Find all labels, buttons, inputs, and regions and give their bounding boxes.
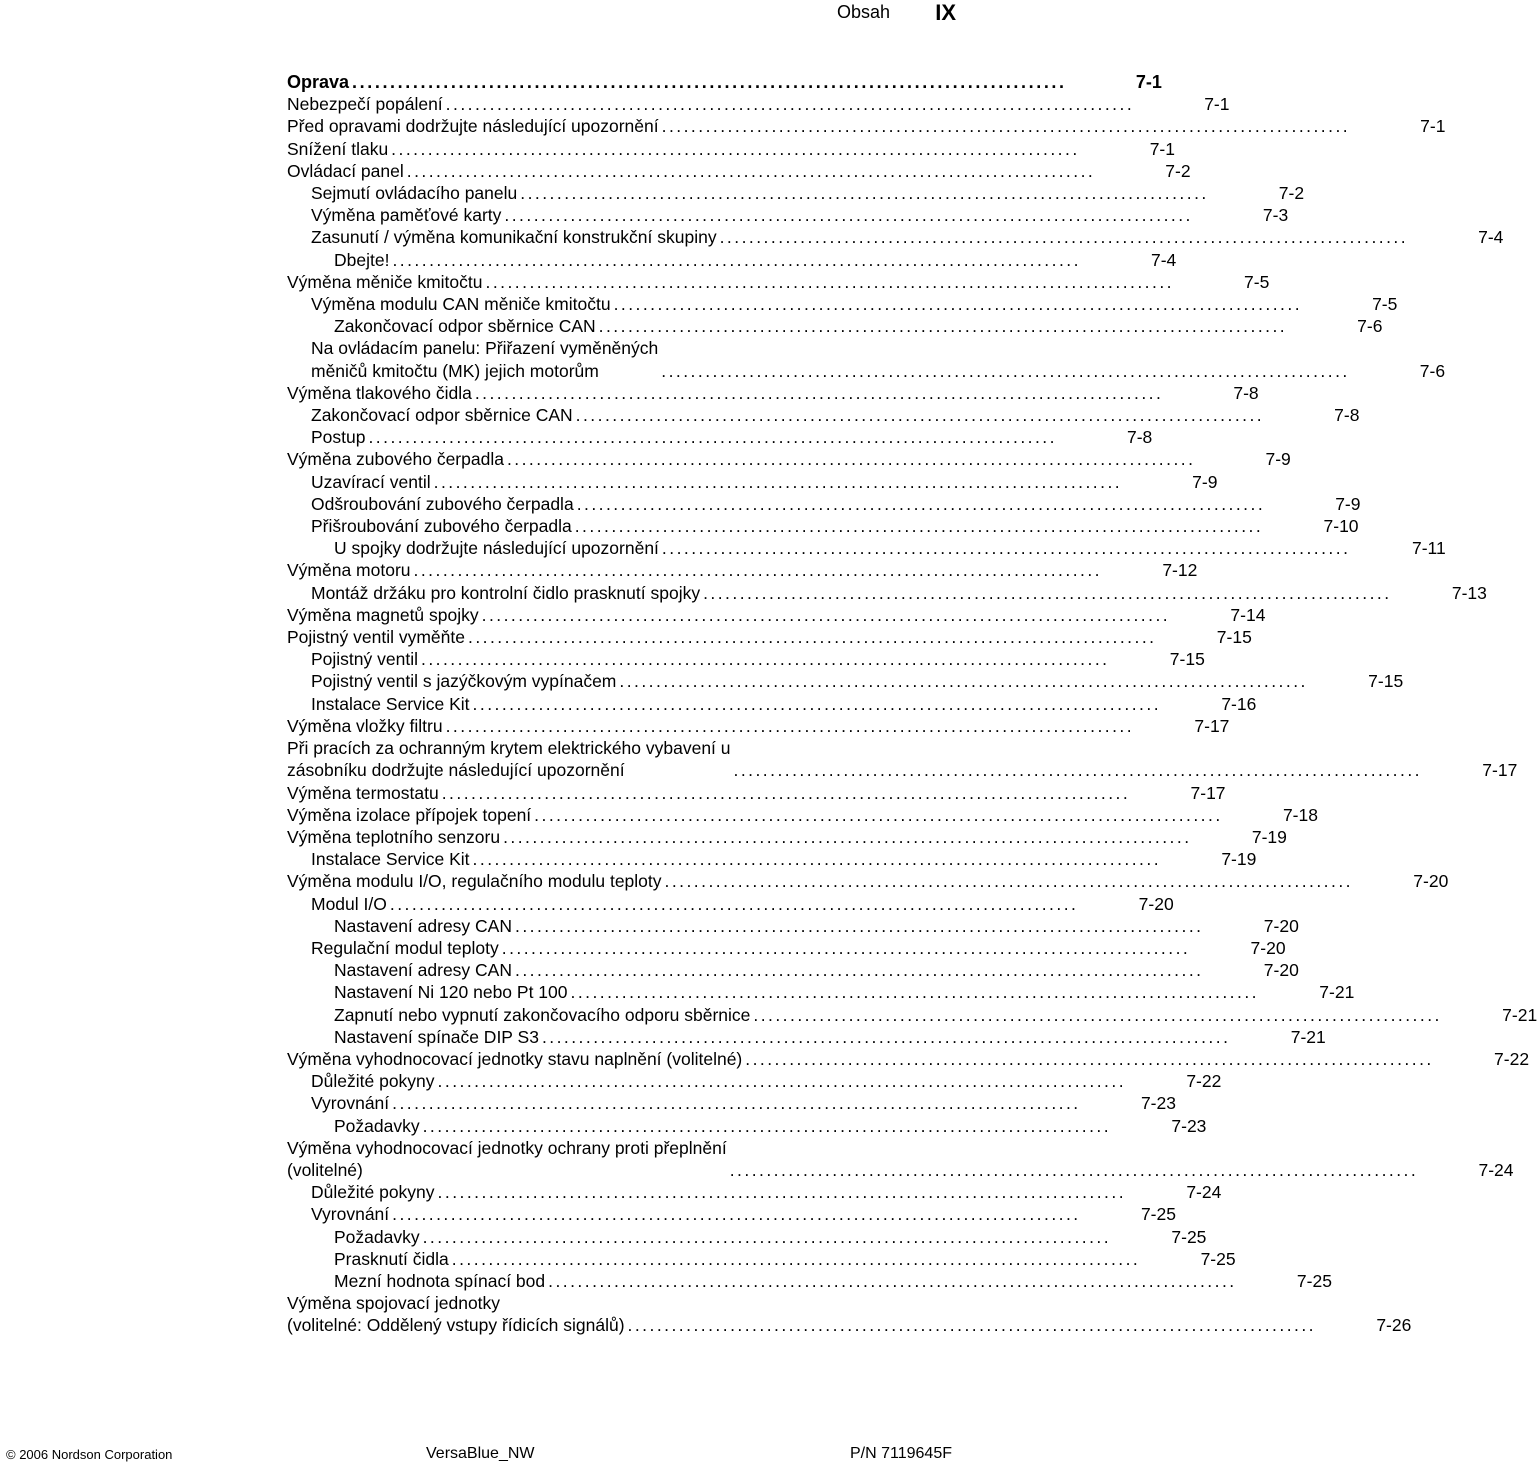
toc-entry[interactable] <box>287 537 1446 559</box>
toc-entry-title: Nastavení spínače DIP S3 <box>334 1026 539 1047</box>
toc-entry-title: Zakončovací odpor sběrnice CAN <box>311 405 573 426</box>
toc-entry-page: 7-15 <box>1169 649 1205 670</box>
toc-entry-page: 7-20 <box>1263 915 1299 936</box>
toc-dot-leader <box>499 937 1187 959</box>
toc-dot-leader <box>387 893 1075 915</box>
toc-entry[interactable] <box>287 937 1286 959</box>
toc-entry[interactable] <box>287 870 1449 892</box>
toc-entry-page: 7-21 <box>1502 1004 1537 1025</box>
toc-entry-page: 7-25 <box>1200 1248 1236 1269</box>
toc-dot-leader <box>731 759 1419 781</box>
toc-entry-title: Snížení tlaku <box>287 138 389 159</box>
toc-entry[interactable] <box>287 1248 1236 1270</box>
toc-entry-title: Uzavírací ventil <box>311 471 431 492</box>
toc-dot-leader <box>470 848 1158 870</box>
toc-entry-title <box>287 737 731 781</box>
toc-entry[interactable] <box>287 293 1398 315</box>
toc-entry-title <box>287 1137 727 1181</box>
toc-dot-leader <box>750 1004 1438 1026</box>
toc-entry-title: Výměna tlakového čidla <box>287 382 472 403</box>
toc-entry-title: Před opravami dodržujte následující upozornění <box>287 116 659 137</box>
toc-entry-title: Vyrovnání <box>311 1093 390 1114</box>
toc-entry-page: 7-15 <box>1216 627 1252 648</box>
toc-entry-title: Regulační modul teploty <box>311 937 499 958</box>
toc-dot-leader <box>616 670 1304 692</box>
toc-entry-page: 7-4 <box>1150 249 1177 270</box>
toc-entry[interactable] <box>287 1048 1530 1070</box>
toc-entry-title: Zakončovací odpor sběrnice CAN <box>334 316 596 337</box>
toc-dot-leader <box>539 1026 1227 1048</box>
toc-entry-title: U spojky dodržujte následující upozornění <box>334 538 659 559</box>
toc-entry-title: Výměna vložky filtru <box>287 715 443 736</box>
toc-dot-leader <box>662 870 1350 892</box>
toc-entry[interactable] <box>287 915 1299 937</box>
toc-entry-title: Výměna paměťové karty <box>311 205 502 226</box>
toc-entry-title: Zapnutí nebo vypnutí zakončovacího odporu sběrnice <box>334 1004 751 1025</box>
toc-dot-leader <box>658 360 1346 382</box>
toc-entry-page: 7-10 <box>1323 516 1359 537</box>
toc-dot-leader <box>483 271 1171 293</box>
toc-dot-leader <box>500 826 1188 848</box>
toc-entry-page: 7-19 <box>1251 826 1287 847</box>
toc-entry-title: Výměna vyhodnocovací jednotky stavu naplnění (volitelné) <box>287 1048 743 1069</box>
toc-entry[interactable] <box>287 138 1175 160</box>
toc-entry[interactable] <box>287 182 1305 204</box>
toc-entry[interactable] <box>287 1026 1326 1048</box>
toc-entry-title: Nebezpečí popálení <box>287 94 443 115</box>
toc-dot-leader <box>443 715 1131 737</box>
toc-entry-page: 7-15 <box>1368 671 1404 692</box>
toc-entry[interactable] <box>287 115 1446 137</box>
toc-entry[interactable] <box>287 493 1361 515</box>
toc-dot-leader <box>742 1048 1430 1070</box>
toc-entry-title: Nastavení adresy CAN <box>334 915 512 936</box>
toc-entry[interactable] <box>287 559 1198 581</box>
toc-entry-title: Pojistný ventil <box>311 649 418 670</box>
toc-entry-title: Nastavení Ni 120 nebo Pt 100 <box>334 982 568 1003</box>
toc-entry-page: 7-8 <box>1233 382 1259 403</box>
toc-dot-leader <box>349 71 1063 93</box>
toc-dot-leader <box>389 249 1077 271</box>
toc-entry[interactable] <box>287 826 1287 848</box>
toc-entry-title: Důležité pokyny <box>311 1182 435 1203</box>
toc-dot-leader <box>404 160 1092 182</box>
toc-entry-page: 7-16 <box>1221 693 1257 714</box>
toc-entry-title-line: měničů kmitočtu (MK) jejich motorům <box>311 360 599 381</box>
footer-product: VersaBlue_NW <box>426 1445 535 1462</box>
toc-entry-page: 7-20 <box>1413 871 1449 892</box>
toc-entry[interactable] <box>287 448 1291 470</box>
toc-entry-title: Přišroubování zubového čerpadla <box>311 516 572 537</box>
toc-dot-leader <box>418 648 1106 670</box>
toc-entry[interactable] <box>287 1203 1176 1225</box>
toc-entry-title: Pojistný ventil vyměňte <box>287 627 465 648</box>
toc-entry[interactable] <box>287 71 1162 93</box>
toc-dot-leader <box>517 182 1205 204</box>
toc-dot-leader <box>443 93 1131 115</box>
toc-entry[interactable] <box>287 804 1318 826</box>
toc-entry-page: 7-21 <box>1319 982 1355 1003</box>
toc-dot-leader <box>465 626 1153 648</box>
toc-entry-page: 7-23 <box>1140 1093 1176 1114</box>
header-section-title: Obsah <box>836 2 890 22</box>
toc-entry-page: 7-23 <box>1171 1115 1207 1136</box>
footer-part-number: P/N 7119645F <box>850 1445 952 1462</box>
toc-entry-page: 7-20 <box>1263 960 1299 981</box>
toc-entry-page: 7-6 <box>1419 360 1446 381</box>
toc-entry-page: 7-17 <box>1190 782 1226 803</box>
toc-entry-page: 7-24 <box>1186 1182 1222 1203</box>
toc-entry-page: 7-20 <box>1250 937 1286 958</box>
toc-dot-leader <box>435 1070 1123 1092</box>
toc-entry-page: 7-11 <box>1412 538 1446 559</box>
toc-dot-leader <box>431 471 1119 493</box>
toc-entry-title: Požadavky <box>334 1226 420 1247</box>
toc-entry[interactable] <box>287 626 1252 648</box>
toc-dot-leader <box>389 1092 1077 1114</box>
toc-dot-leader <box>574 493 1262 515</box>
toc-entry[interactable] <box>287 1004 1537 1026</box>
toc-entry[interactable] <box>287 337 1446 381</box>
toc-entry-page: 7-19 <box>1221 849 1257 870</box>
toc-entry[interactable] <box>287 1270 1332 1292</box>
toc-entry-title: Oprava <box>287 72 350 92</box>
toc-entry-page: 7-14 <box>1230 604 1266 625</box>
toc-entry[interactable] <box>287 426 1153 448</box>
toc-entry-page: 7-9 <box>1265 449 1291 470</box>
toc-dot-leader <box>439 782 1127 804</box>
toc-entry-page: 7-21 <box>1290 1026 1326 1047</box>
toc-entry-title: Výměna teplotního senzoru <box>287 826 501 847</box>
toc-entry-page: 7-25 <box>1140 1204 1176 1225</box>
toc-dot-leader <box>659 537 1347 559</box>
toc-dot-leader <box>531 804 1219 826</box>
toc-entry-page: 7-8 <box>1334 405 1360 426</box>
toc-entry-title <box>287 1292 625 1336</box>
toc-entry[interactable] <box>287 404 1360 426</box>
toc-entry[interactable] <box>287 471 1218 493</box>
toc-entry[interactable] <box>287 893 1174 915</box>
toc-entry-page: 7-8 <box>1127 427 1153 448</box>
toc-entry-page: 7-26 <box>1376 1315 1412 1336</box>
toc-entry[interactable] <box>287 226 1504 248</box>
toc-entry-title: Ovládací panel <box>287 160 404 181</box>
toc-entry[interactable] <box>287 848 1257 870</box>
toc-entry-title: Důležité pokyny <box>311 1071 435 1092</box>
toc-entry-page: 7-20 <box>1138 893 1174 914</box>
page-header <box>0 0 960 24</box>
toc-dot-leader <box>611 293 1299 315</box>
toc-entry-title: Výměna měniče kmitočtu <box>287 271 483 292</box>
toc-entry-title: Zasunutí / výměna komunikační konstrukční skupiny <box>311 227 717 248</box>
toc-entry-title: Vyrovnání <box>311 1204 390 1225</box>
toc-dot-leader <box>479 604 1167 626</box>
toc-dot-leader <box>449 1248 1137 1270</box>
toc-entry-page: 7-25 <box>1171 1226 1207 1247</box>
toc-entry-title-line: Výměna vyhodnocovací jednotky ochrany proti přeplnění <box>287 1137 727 1158</box>
toc-entry-title: Prasknutí čidla <box>334 1248 449 1269</box>
toc-entry-page: 7-22 <box>1186 1071 1222 1092</box>
toc-entry[interactable] <box>287 959 1299 981</box>
toc-dot-leader <box>717 226 1405 248</box>
toc-entry[interactable] <box>287 160 1191 182</box>
toc-dot-leader <box>545 1270 1233 1292</box>
toc-entry-title: Výměna izolace přípojek topení <box>287 804 532 825</box>
footer-copyright: © 2006 Nordson Corporation <box>6 1447 173 1462</box>
toc-entry[interactable] <box>287 715 1230 737</box>
toc-dot-leader <box>389 1203 1077 1225</box>
toc-dot-leader <box>700 582 1388 604</box>
toc-entry[interactable] <box>287 737 1518 781</box>
toc-entry-page: 7-6 <box>1357 316 1383 337</box>
toc-entry-page: 7-4 <box>1478 227 1504 248</box>
toc-dot-leader <box>568 981 1256 1003</box>
toc-entry-page: 7-1 <box>1420 116 1446 137</box>
toc-entry-title: Mezní hodnota spínací bod <box>334 1270 546 1291</box>
toc-entry-page: 7-17 <box>1194 715 1230 736</box>
toc-entry-title-line: Při pracích za ochranným krytem elektrického vybavení u <box>287 738 731 759</box>
toc-entry[interactable] <box>287 981 1355 1003</box>
toc-entry-title: Výměna zubového čerpadla <box>287 449 504 470</box>
toc-dot-leader <box>472 382 1160 404</box>
toc-entry-title: Montáž držáku pro kontrolní čidlo prasknutí spojky <box>311 582 701 603</box>
toc-entry[interactable] <box>287 515 1359 537</box>
toc-dot-leader <box>727 1159 1415 1181</box>
toc-entry[interactable] <box>287 1137 1514 1181</box>
toc-entry-title: Požadavky <box>334 1115 420 1136</box>
toc-entry-title: Výměna modulu I/O, regulačního modulu teploty <box>287 871 662 892</box>
toc-entry-title <box>311 337 658 381</box>
toc-entry-page: 7-2 <box>1278 183 1305 204</box>
toc-entry-title: Instalace Service Kit <box>311 849 470 870</box>
toc-entry-title: Modul I/O <box>311 893 387 914</box>
toc-entry-title-line: zásobníku dodržujte následující upozornění <box>287 760 625 781</box>
toc-entry[interactable] <box>287 382 1259 404</box>
toc-dot-leader <box>504 448 1192 470</box>
toc-entry-page: 7-12 <box>1162 560 1198 581</box>
toc-entry-title: Odšroubování zubového čerpadla <box>311 493 574 514</box>
toc-entry-page: 7-1 <box>1149 138 1175 159</box>
toc-entry-page: 7-24 <box>1478 1159 1514 1180</box>
toc-entry-page: 7-1 <box>1204 94 1230 115</box>
toc-entry-page: 7-9 <box>1335 493 1361 514</box>
toc-dot-leader <box>435 1181 1123 1203</box>
toc-entry-title-line: Na ovládacím panelu: Přiřazení vyměněných <box>311 338 659 359</box>
toc-entry[interactable] <box>287 315 1383 337</box>
toc-entry-title: Pojistný ventil s jazýčkovým vypínačem <box>311 671 617 692</box>
toc-entry[interactable] <box>287 693 1257 715</box>
toc-dot-leader <box>596 315 1284 337</box>
toc-entry-page: 7-17 <box>1482 760 1518 781</box>
toc-dot-leader <box>470 693 1158 715</box>
toc-entry[interactable] <box>287 582 1487 604</box>
toc-entry[interactable] <box>287 648 1205 670</box>
toc-entry[interactable] <box>287 271 1270 293</box>
toc-dot-leader <box>512 915 1200 937</box>
toc-entry-page: 7-2 <box>1165 160 1191 181</box>
toc-entry-title: Sejmutí ovládacího panelu <box>311 183 518 204</box>
toc-entry-title: Výměna motoru <box>287 560 411 581</box>
toc-entry-page: 7-13 <box>1451 582 1487 603</box>
toc-entry-page: 7-18 <box>1282 804 1318 825</box>
toc-entry[interactable] <box>287 670 1404 692</box>
toc-entry[interactable] <box>287 604 1266 626</box>
toc-entry-title: Nastavení adresy CAN <box>334 960 512 981</box>
toc-dot-leader <box>659 115 1347 137</box>
toc-dot-leader <box>512 959 1200 981</box>
toc-entry[interactable] <box>287 1292 1412 1336</box>
toc-dot-leader <box>420 1115 1108 1137</box>
toc-entry-title-line: (volitelné) <box>287 1159 363 1180</box>
toc-entry-title-line: Výměna spojovací jednotky <box>287 1293 501 1314</box>
toc-entry-title: Výměna modulu CAN měniče kmitočtu <box>311 294 611 315</box>
toc-dot-leader <box>388 138 1076 160</box>
toc-entry-page: 7-5 <box>1372 294 1398 315</box>
toc-entry[interactable] <box>287 1092 1176 1114</box>
toc-entry-title: Postup <box>311 427 366 448</box>
toc-entry[interactable] <box>287 249 1177 271</box>
toc-entry[interactable] <box>287 1070 1222 1092</box>
toc-entry[interactable] <box>287 1226 1207 1248</box>
toc-entry-page: 7-3 <box>1262 205 1289 226</box>
toc-dot-leader <box>365 426 1053 448</box>
toc-dot-leader <box>572 515 1260 537</box>
toc-entry-title: Výměna termostatu <box>287 782 439 803</box>
toc-entry-page: 7-9 <box>1192 471 1218 492</box>
toc-entry-page: 7-25 <box>1296 1270 1332 1291</box>
toc-entry[interactable] <box>287 782 1226 804</box>
toc-entry[interactable] <box>287 1115 1207 1137</box>
toc-entry[interactable] <box>287 1181 1222 1203</box>
toc-entry-title: Výměna magnetů spojky <box>287 604 479 625</box>
toc-dot-leader <box>411 559 1099 581</box>
toc-dot-leader <box>573 404 1261 426</box>
table-of-contents <box>287 71 1537 1337</box>
toc-entry-page: 7-1 <box>1135 72 1162 92</box>
toc-entry-title: Dbejte! <box>334 249 390 270</box>
toc-dot-leader <box>625 1314 1313 1336</box>
header-page-number: IX <box>935 0 956 25</box>
toc-entry[interactable] <box>287 93 1230 115</box>
toc-entry[interactable] <box>287 204 1289 226</box>
toc-dot-leader <box>501 204 1189 226</box>
toc-entry-title-line: (volitelné: Oddělený vstupy řídicích signálů) <box>287 1315 625 1336</box>
toc-entry-page: 7-22 <box>1494 1048 1530 1069</box>
toc-dot-leader <box>420 1226 1108 1248</box>
toc-entry-title: Instalace Service Kit <box>311 693 470 714</box>
toc-entry-page: 7-5 <box>1244 271 1270 292</box>
